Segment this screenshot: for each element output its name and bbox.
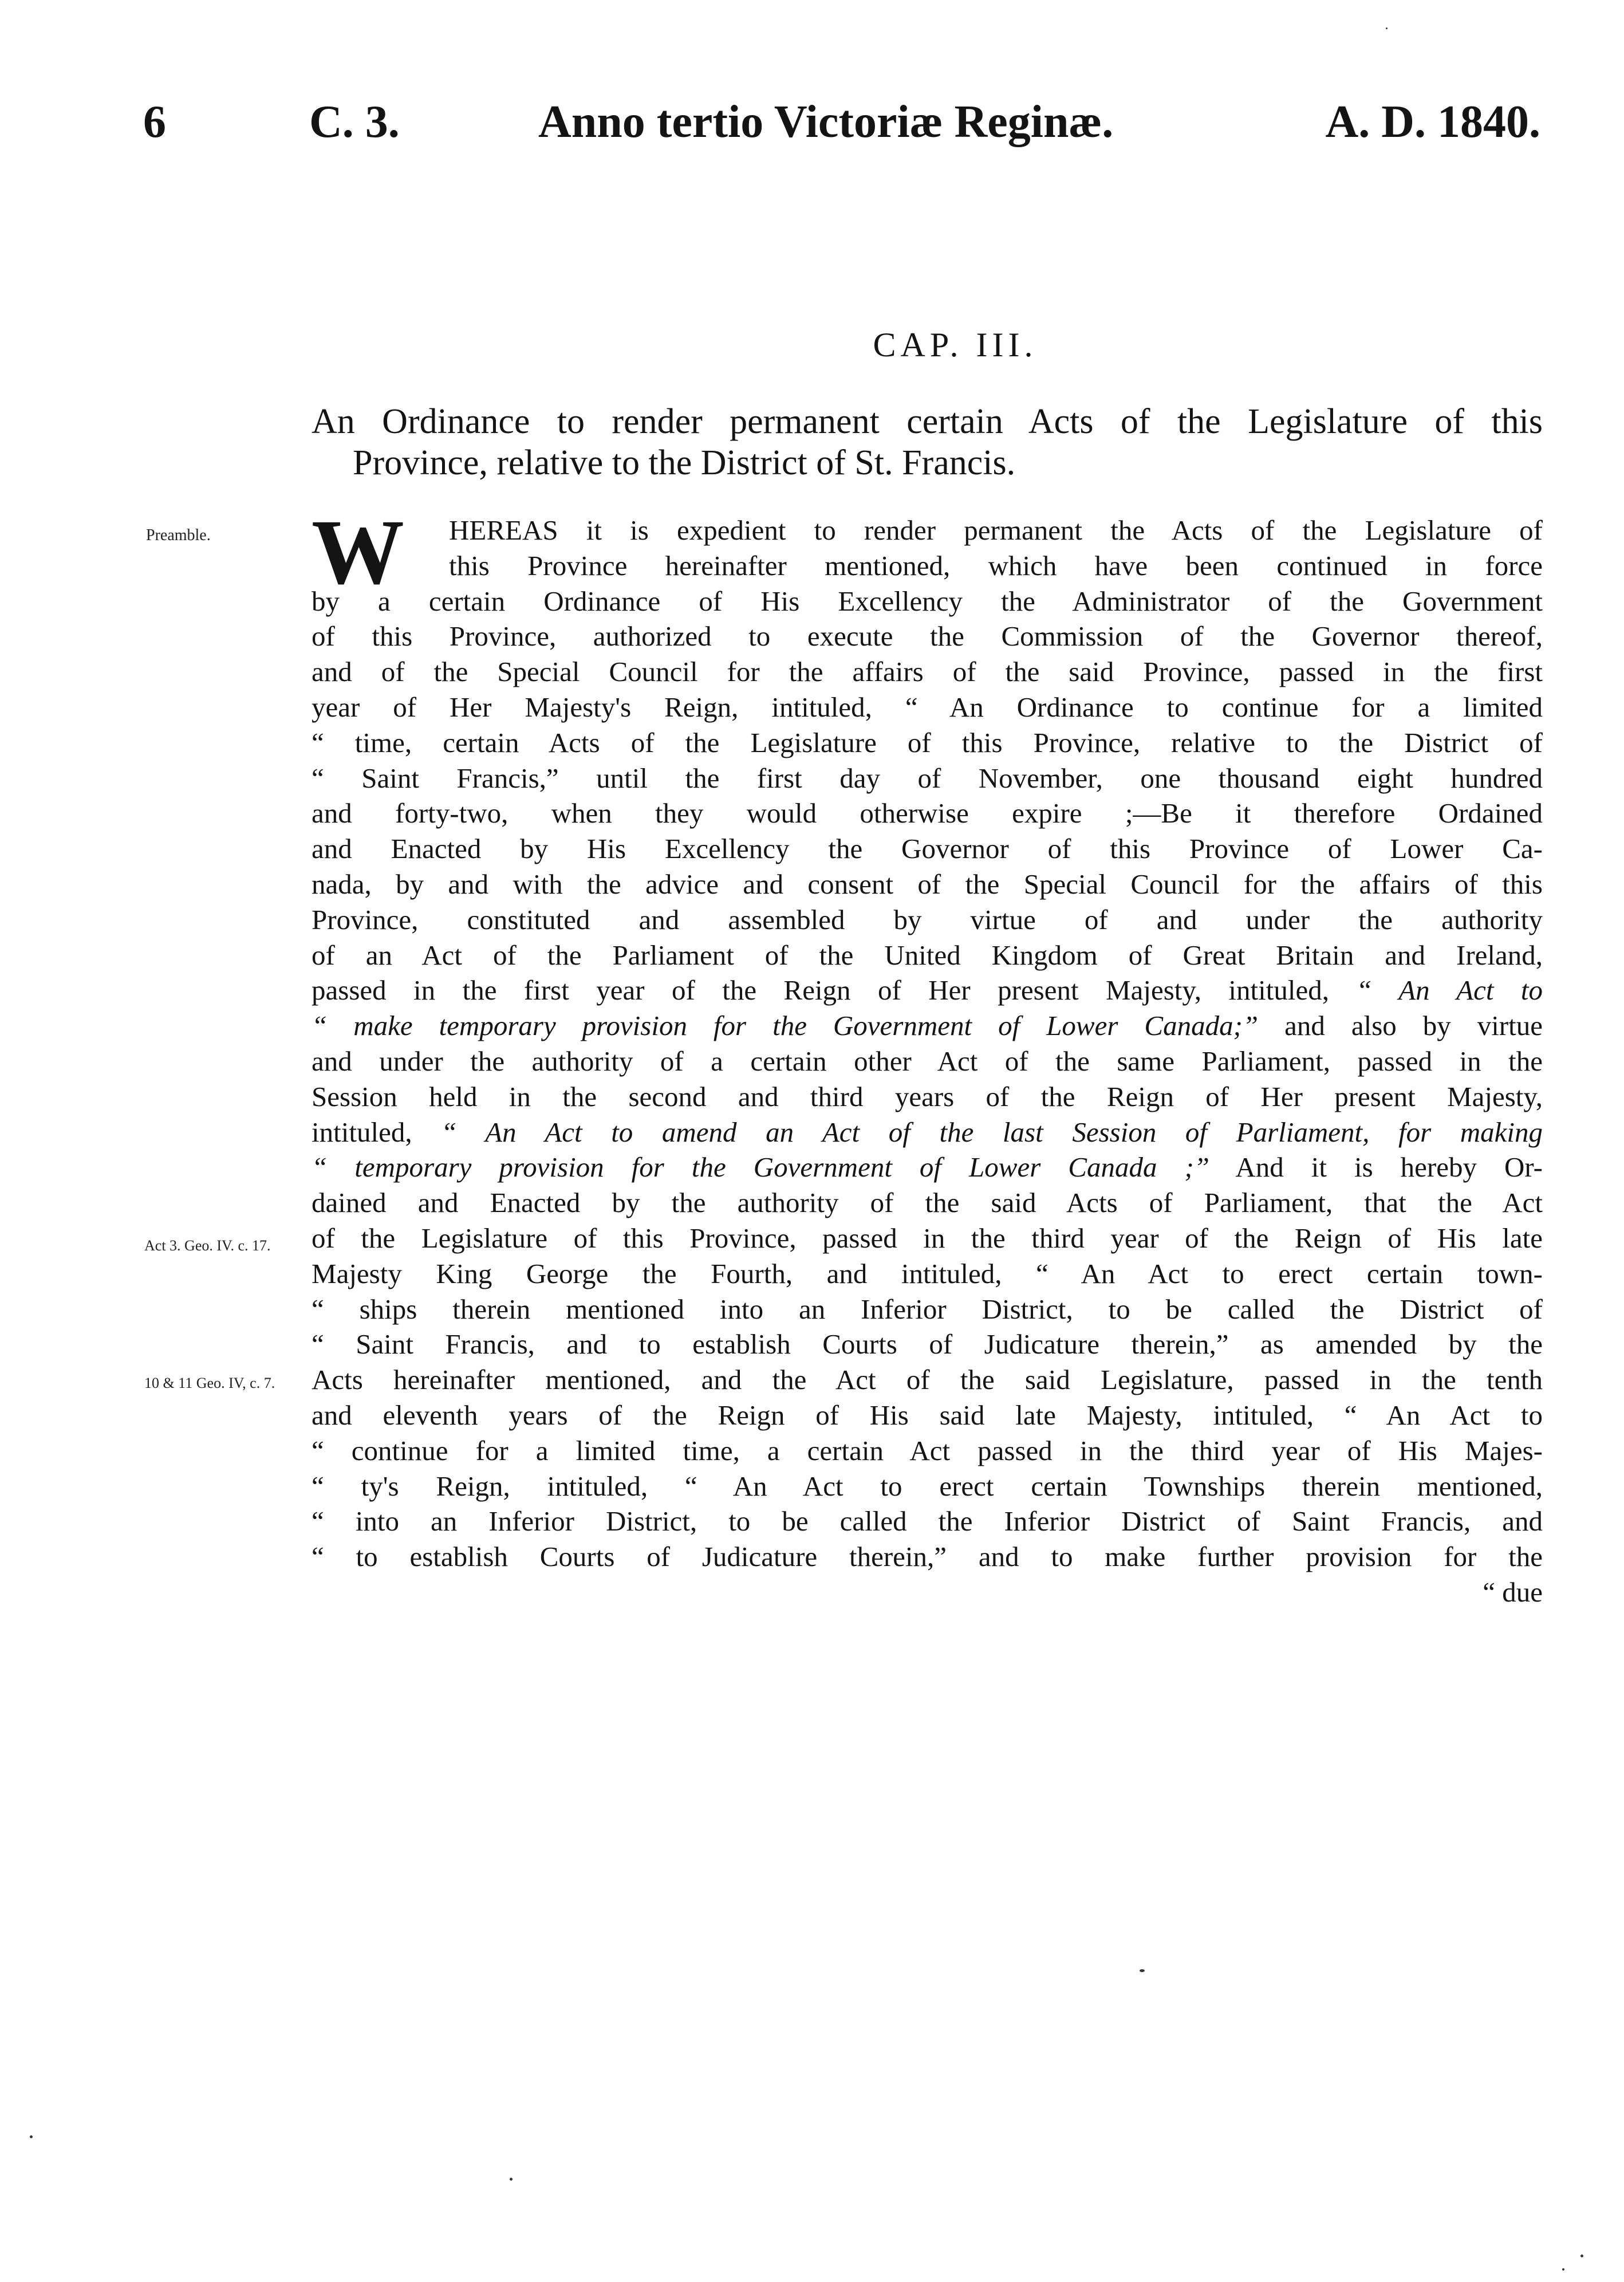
body-line: and eleventh years of the Reign of His said late Majesty, intituled, “ An Act to [312, 1399, 1543, 1431]
body-line-text: intituled, [312, 1116, 412, 1148]
body-line-text: and also by virtue [1284, 1010, 1543, 1042]
marginal-note-preamble: Preamble. [146, 526, 211, 544]
body-line: “ ships therein mentioned into an Inferior District, to be called the District of [312, 1293, 1543, 1325]
ordinance-title [312, 401, 1543, 483]
body-line-text: passed in the first year of the Reign of Her present Majesty, intituled, [312, 974, 1329, 1006]
italic-title: “ temporary provision for the Government of Lower Canada ;” [312, 1151, 1210, 1183]
body-line: Province, constituted and assembled by virtue of and under the authority [312, 903, 1543, 935]
scan-speck [1386, 27, 1388, 29]
body-line: “ time, certain Acts of the Legislature of this Province, relative to the District of [312, 726, 1543, 758]
italic-title: “ An Act to amend an Act of the last Session of Parliament, for making [441, 1116, 1543, 1148]
ordinance-body [312, 501, 1543, 1610]
body-line-text: And it is hereby Or- [1235, 1151, 1543, 1183]
scan-speck [1580, 2255, 1583, 2257]
ordinance-title-line-2: Province, relative to the District of St. Francis. [353, 443, 1016, 482]
chapter-number: C. 3. [309, 97, 400, 147]
body-line: “ to establish Courts of Judicature therein,” and to make further provision for the [312, 1541, 1543, 1573]
scan-speck [1140, 1969, 1145, 1972]
running-header [0, 91, 1624, 154]
body-line: HEREAS it is expedient to render permanent the Acts of the Legislature of [449, 514, 1543, 546]
body-line: and of the Special Council for the affairs of the said Province, passed in the first [312, 656, 1543, 688]
page-number: 6 [143, 97, 166, 147]
italic-title: “ make temporary provision for the Government of Lower Canada;” [312, 1010, 1259, 1042]
body-line-with-italic [312, 1008, 1543, 1044]
body-line: “ into an Inferior District, to be called the Inferior District of Saint Francis, and [312, 1505, 1543, 1537]
body-line: of this Province, authorized to execute the Commission of the Governor thereof, [312, 620, 1543, 652]
body-line: dained and Enacted by the authority of the said Acts of Parliament, that the Act [312, 1187, 1543, 1219]
body-line: “ Saint Francis,” until the first day of November, one thousand eight hundred [312, 762, 1543, 794]
scan-speck [1562, 2268, 1564, 2271]
calendar-year: A. D. 1840. [1325, 97, 1540, 147]
scan-speck [510, 2178, 513, 2181]
body-line-with-italic [312, 973, 1543, 1008]
body-line-with-italic [312, 1150, 1543, 1185]
body-line: Majesty King George the Fourth, and intituled, “ An Act to erect certain town- [312, 1257, 1543, 1289]
body-line: Session held in the second and third years of the Reign of Her present Majesty, [312, 1080, 1543, 1112]
catchword: “ due [1483, 1576, 1543, 1608]
body-line: and Enacted by His Excellency the Governor of this Province of Lower Ca- [312, 833, 1543, 865]
italic-title: “ An Act to [1356, 974, 1543, 1006]
regnal-year-heading: Anno tertio Victoriæ Reginæ. [538, 97, 1114, 147]
body-line: year of Her Majesty's Reign, intituled, “ An Ordinance to continue for a limited [312, 691, 1543, 723]
body-line: “ ty's Reign, intituled, “ An Act to erect certain Townships therein mentioned, [312, 1470, 1543, 1502]
body-line: and forty-two, when they would otherwise expire ;—Be it therefore Ordained [312, 797, 1543, 829]
marginal-note-act-3-geo-iv: Act 3. Geo. IV. c. 17. [144, 1237, 271, 1254]
body-line: “ continue for a limited time, a certain Act passed in the third year of His Majes- [312, 1434, 1543, 1466]
body-line: this Province hereinafter mentioned, which have been continued in force [449, 549, 1543, 581]
drop-cap: W [312, 501, 404, 604]
chapter-heading: CAP. III. [873, 326, 1038, 364]
body-line-with-italic [312, 1115, 1543, 1150]
body-line: by a certain Ordinance of His Excellency the Administrator of the Government [312, 585, 1543, 617]
scan-speck [30, 2135, 33, 2138]
body-line: of an Act of the Parliament of the United Kingdom of Great Britain and Ireland, [312, 939, 1543, 971]
body-line: of the Legislature of this Province, passed in the third year of the Reign of His late [312, 1222, 1543, 1254]
body-line: Acts hereinafter mentioned, and the Act of the said Legislature, passed in the tenth [312, 1364, 1543, 1396]
marginal-note-act-10-11-geo-iv: 10 & 11 Geo. IV, c. 7. [144, 1375, 275, 1391]
body-line: “ Saint Francis, and to establish Courts of Judicature therein,” as amended by the [312, 1328, 1543, 1360]
ordinance-title-line-1: An Ordinance to render permanent certain Acts of the Legislature of this [312, 402, 1543, 441]
body-line: and under the authority of a certain other Act of the same Parliament, passed in the [312, 1045, 1543, 1077]
body-line: nada, by and with the advice and consent of the Special Council for the affairs of this [312, 868, 1543, 900]
